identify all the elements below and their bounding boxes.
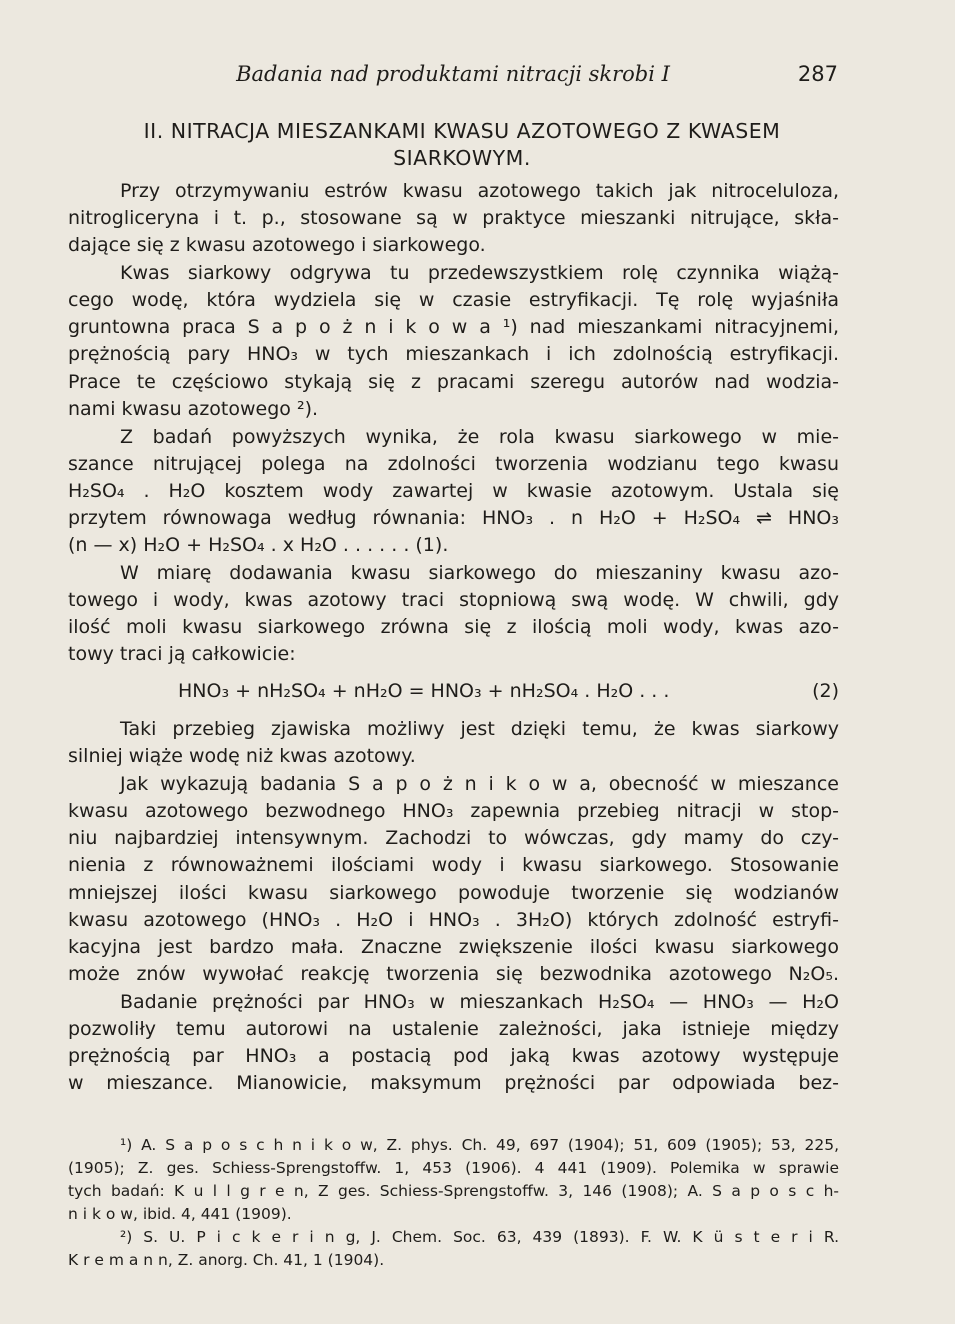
body-line: Prace te częściowo stykają się z pracami szeregu autorów nad wodzia- — [68, 371, 839, 393]
equation-2 — [178, 678, 839, 704]
body-line: cego wodę, która wydziela się w czasie estryfikacji. Tę rolę wyjaśniła — [68, 289, 839, 311]
body-line: szance nitrującej polega na zdolności tworzenia wodzianu tego kwasu — [68, 453, 839, 475]
body-line: W miarę dodawania kwasu siarkowego do mieszaniny kwasu azo- — [120, 562, 839, 584]
body-line: w mieszance. Mianowicie, maksymum prężności par odpowiada bez- — [68, 1072, 839, 1094]
section-heading-line: SIARKOWYM. — [393, 146, 531, 170]
body-line: Kwas siarkowy odgrywa tu przedewszystkiem rolę czynnika wiążą- — [120, 262, 839, 284]
footnote-line: ¹) A. S a p o s c h n i k o w, Z. phys. Ch. 49, 697 (1904); 51, 609 (1905); 53, 225, — [120, 1136, 839, 1154]
body-line: Badanie prężności par HNO₃ w mieszankach H₂SO₄ — HNO₃ — H₂O — [120, 991, 839, 1013]
footnote-line: tych badań: K u l l g r e n, Z ges. Schiess-Sprengstoffw. 3, 146 (1908); A. S a p o s c h- — [68, 1182, 839, 1200]
body-line: Jak wykazują badania S a p o ż n i k o w a, obecność w mieszance — [120, 773, 839, 795]
equation-number: (2) — [812, 680, 839, 702]
body-line: niu najbardziej intensywnym. Zachodzi to wówczas, gdy mamy do czy- — [68, 827, 839, 849]
page-number: 287 — [797, 62, 838, 86]
body-line: kacyjna jest bardzo mała. Znaczne zwiększenie ilości kwasu siarkowego — [68, 936, 839, 958]
body-line: (n — x) H₂O + H₂SO₄ . x H₂O . . . . . . (1). — [68, 534, 449, 556]
body-line: Z badań powyższych wynika, że rola kwasu siarkowego w mie- — [120, 426, 839, 448]
body-line: silniej wiąże wodę niż kwas azotowy. — [68, 745, 416, 767]
body-line: prężnością pary HNO₃ w tych mieszankach i ich zdolnością estryfikacji. — [68, 343, 839, 365]
body-line: kwasu azotowego bezwodnego HNO₃ zapewnia przebieg nitracji w stop- — [68, 800, 839, 822]
running-head-title: Badania nad produktami nitracji skrobi I — [236, 62, 670, 86]
body-line: gruntowna praca S a p o ż n i k o w a ¹) nad mieszankami nitracyjnemi, — [68, 316, 839, 338]
body-line: dające się z kwasu azotowego i siarkowego. — [68, 234, 486, 256]
footnote-line: ²) S. U. P i c k e r i n g, J. Chem. Soc. 63, 439 (1893). F. W. K ü s t e r i R. — [120, 1228, 839, 1246]
footnote-line: (1905); Z. ges. Schiess-Sprengstoffw. 1, 453 (1906). 4 441 (1909). Polemika w sprawie — [68, 1159, 839, 1177]
footnote-line: K r e m a n n, Z. anorg. Ch. 41, 1 (1904). — [68, 1251, 385, 1269]
section-heading-line: II. NITRACJA MIESZANKAMI KWASU AZOTOWEGO Z KWASEM — [143, 119, 781, 143]
equation-text: HNO₃ + nH₂SO₄ + nH₂O = HNO₃ + nH₂SO₄ . H₂O . . . — [178, 680, 670, 702]
body-line: H₂SO₄ . H₂O kosztem wody zawartej w kwasie azotowym. Ustala się — [68, 480, 839, 502]
body-line: Przy otrzymywaniu estrów kwasu azotowego takich jak nitroceluloza, — [120, 180, 839, 202]
body-line: nienia z równoważnemi ilościami wody i kwasu siarkowego. Stosowanie — [68, 854, 839, 876]
body-line: kwasu azotowego (HNO₃ . H₂O i HNO₃ . 3H₂O) których zdolność estryfi- — [68, 909, 839, 931]
body-line: Taki przebieg zjawiska możliwy jest dzięki temu, że kwas siarkowy — [120, 718, 839, 740]
body-line: ilość moli kwasu siarkowego zrówna się z ilością moli wody, kwas azo- — [68, 616, 839, 638]
body-line: pozwoliły temu autorowi na ustalenie zależności, jaka istnieje między — [68, 1018, 839, 1040]
body-line: mniejszej ilości kwasu siarkowego powoduje tworzenie się wodzianów — [68, 882, 839, 904]
body-line: nami kwasu azotowego ²). — [68, 398, 319, 420]
footnote-line: n i k o w, ibid. 4, 441 (1909). — [68, 1205, 292, 1223]
body-line: nitrogliceryna i t. p., stosowane są w praktyce mieszanki nitrujące, skła- — [68, 207, 839, 229]
section-heading — [92, 118, 832, 172]
body-line: może znów wywołać reakcję tworzenia się bezwodnika azotowego N₂O₅. — [68, 963, 839, 985]
body-line: prężnością par HNO₃ a postacią pod jaką kwas azotowy występuje — [68, 1045, 839, 1067]
body-line: przytem równowaga według równania: HNO₃ . n H₂O + H₂SO₄ ⇌ HNO₃ — [68, 507, 839, 529]
body-line: towego i wody, kwas azotowy traci stopniową swą wodę. W chwili, gdy — [68, 589, 839, 611]
running-head — [68, 62, 838, 88]
body-line: towy traci ją całkowicie: — [68, 643, 296, 665]
